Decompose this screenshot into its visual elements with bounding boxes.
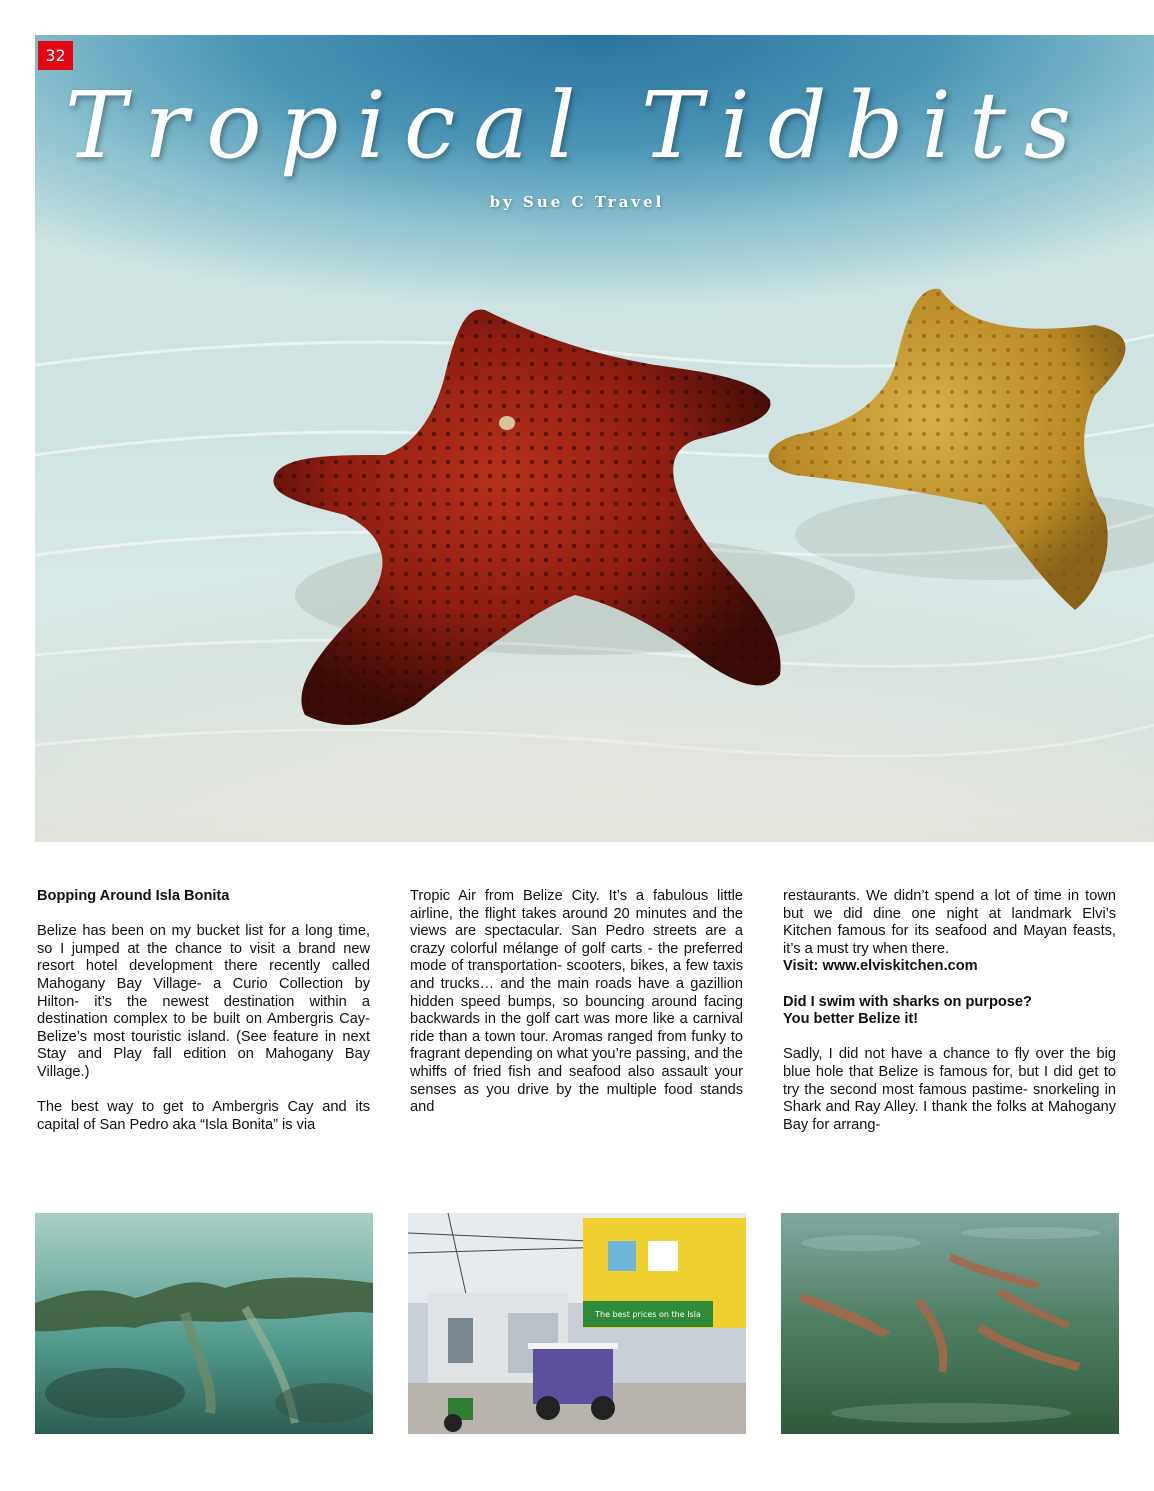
website-link[interactable]: Visit: www.elviskitchen.com (783, 958, 978, 975)
storefront-sign: The best prices on the Isla (595, 1310, 701, 1319)
article-column-1 (37, 888, 370, 1152)
paragraph: The best way to get to Ambergris Cay and its capital of San Pedro aka “Isla Bonita” is via (37, 1099, 370, 1133)
photo-nurse-sharks (781, 1213, 1119, 1434)
article-column-2 (410, 888, 743, 1134)
section-heading: You better Belize it! (783, 1011, 919, 1028)
section-heading: Bopping Around Isla Bonita (37, 888, 230, 904)
paragraph: restaurants. We didn’t spend a lot of time in town but we did dine one night at landmark Elvi’s Kitchen famous for its seafood and Mayan feasts, it’s a must try when there. (783, 888, 1116, 957)
paragraph: Tropic Air from Belize City. It’s a fabulous little airline, the flight takes around 20 minutes and the views are spectacular. San Pedro streets are a crazy colorful mélange of golf carts - the preferred mode of transportation- scooters, bikes, a few taxis and trucks… and the main roads have a gazillion hidden speed bumps, so bouncing around facing backwards in the golf cart was more like a carnival ride than a town tour. Aromas ranged from funky to fragrant depending on what you’re passing, and the whiffs of fried fish and seafood also assault your senses as you drive by the multiple food stands and (410, 888, 743, 1116)
paragraph: Belize has been on my bucket list for a long time, so I jumped at the chance to visit a brand new resort hotel development there recently called Mahogany Bay Village- a Curio Collection by Hilton- it’s the newest destination within a destination complex to be built on Ambergris Cay- Belize’s most touristic island. (See feature in next Stay and Play fall edition on Mahogany Bay Village.) (37, 923, 370, 1080)
photo-san-pedro-street (408, 1213, 746, 1434)
article-column-3 (783, 888, 1116, 1152)
article-title: Tropical Tidbits (64, 72, 1090, 179)
paragraph: Sadly, I did not have a chance to fly over the big blue hole that Belize is famous for, but I did get to try the second most famous pastime- snorkeling in Shark and Ray Alley. I thank the folks at Mahogany Bay for arrang- (783, 1046, 1116, 1133)
photo-aerial-cayes (35, 1213, 373, 1434)
article-byline: by Sue C Travel (489, 193, 665, 211)
page-number: 32 (38, 41, 73, 70)
section-heading: Did I swim with sharks on purpose? (783, 993, 1032, 1010)
